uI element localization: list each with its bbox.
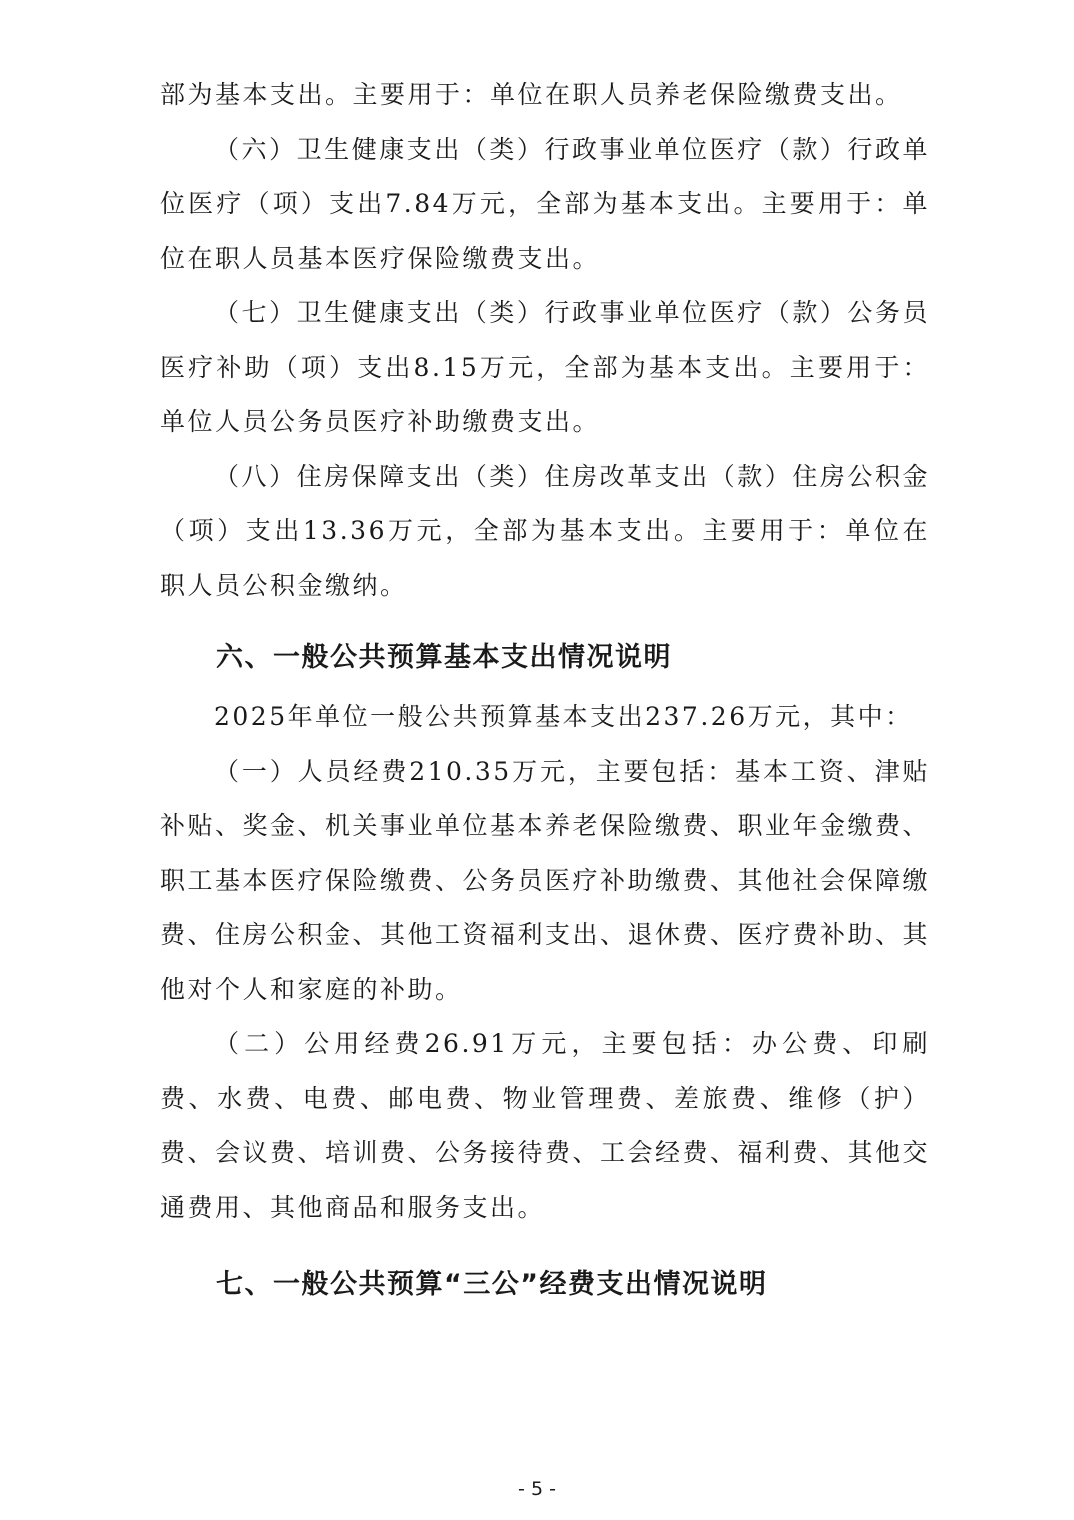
page-number: - 5 - — [518, 1478, 556, 1500]
document-page — [160, 68, 930, 1300]
section-7-heading: 七、一般公共预算“三公”经费支出情况说明 — [216, 1269, 768, 1300]
section-6-summary: 2025年单位一般公共预算基本支出237.26万元，其中： — [214, 702, 913, 731]
section-6-personnel-expenses: （一）人员经费210.35万元，主要包括：基本工资、津贴补贴、奖金、机关事业单位基本养老保险缴费、职业年金缴费、职工基本医疗保险缴费、公务员医疗补助缴费、其他社会保障缴费、住房公积金、其他工资福利支出、退休费、医疗费补助、其他对个人和家庭的补助。 — [160, 756, 931, 1004]
paragraph-item-6-medical: （六）卫生健康支出（类）行政事业单位医疗（款）行政单位医疗（项）支出7.84万元，全部为基本支出。主要用于：单位在职人员基本医疗保险缴费支出。 — [160, 134, 930, 273]
section-6-heading: 六、一般公共预算基本支出情况说明 — [216, 642, 672, 673]
section-6-public-expenses: （二）公用经费26.91万元，主要包括：办公费、印刷费、水费、电费、邮电费、物业管理费、差旅费、维修（护）费、会议费、培训费、公务接待费、工会经费、福利费、其他交通费用、其他商品和服务支出。 — [160, 1029, 931, 1222]
paragraph-continuation-pension: 部为基本支出。主要用于：单位在职人员养老保险缴费支出。 — [160, 80, 903, 109]
paragraph-item-7-civil-servant-medical: （七）卫生健康支出（类）行政事业单位医疗（款）公务员医疗补助（项）支出8.15万元，全部为基本支出。主要用于：单位人员公务员医疗补助缴费支出。 — [160, 298, 930, 436]
paragraph-item-8-housing-fund: （八）住房保障支出（类）住房改革支出（款）住房公积金（项）支出13.36万元，全部为基本支出。主要用于：单位在职人员公积金缴纳。 — [160, 461, 930, 600]
